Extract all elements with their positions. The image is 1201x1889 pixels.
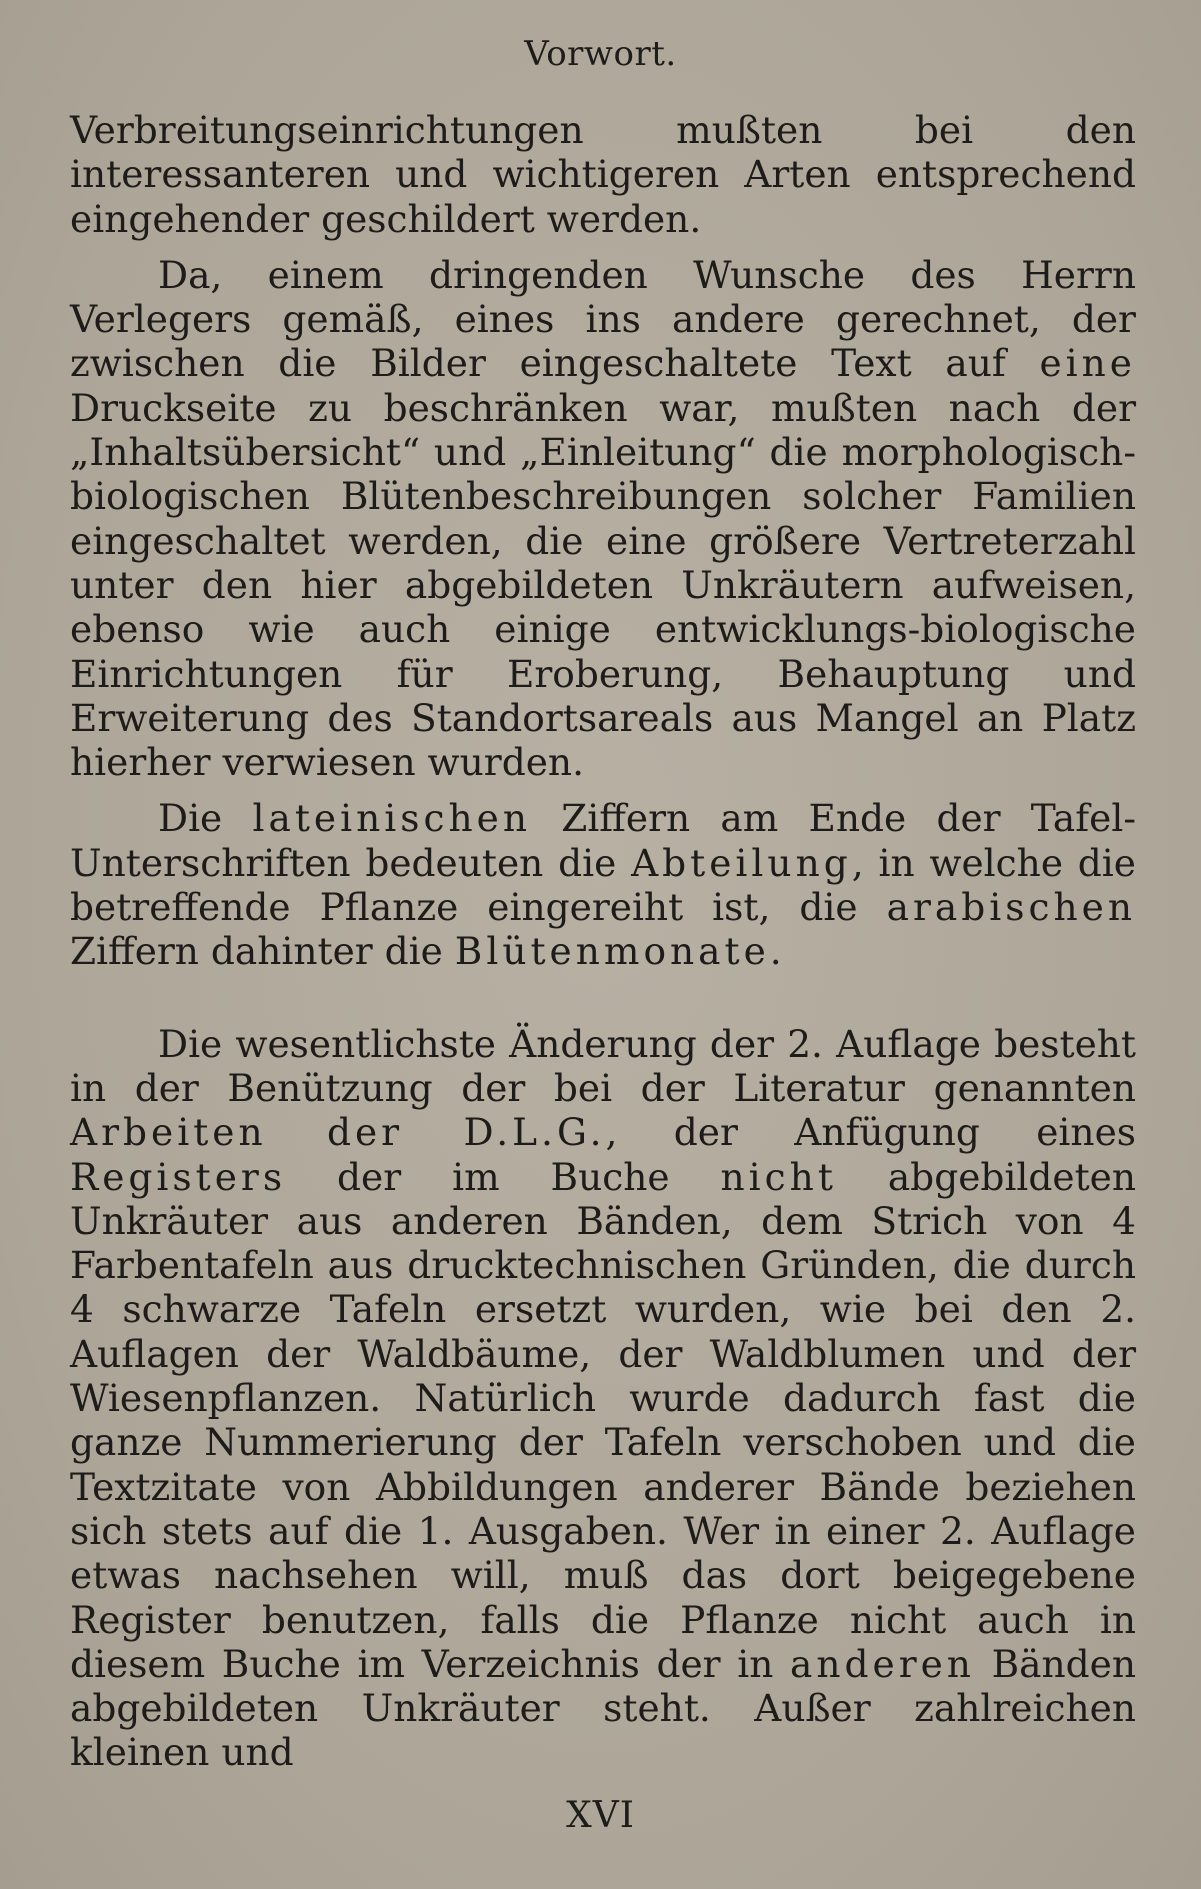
paragraph-3-text-5: . xyxy=(769,929,782,974)
paragraph-1-text: Verbreitungseinrichtungen mußten bei den interessanteren und wichtigeren Arten entsprechend eingehender geschildert werden. xyxy=(70,108,1136,241)
paragraph-3 xyxy=(70,796,1136,973)
paragraph-4-text-5: Bänden abgebildeten Unkräuter steht. Außer zahlreichen kleinen und xyxy=(70,1641,1136,1775)
paragraph-3-text-4: Ziffern dahinter die xyxy=(70,929,455,974)
paragraph-3-emphasis-arabischen: arabischen xyxy=(886,885,1136,930)
paragraph-2-text-cont: Druckseite zu beschränken war, mußten nach der „Inhaltsübersicht“ und „Einleitung“ die morphologisch-biologischen Blütenbeschreibungen solcher Familien eingeschaltet werden, die eine größere Vertreterzahl unter den hier abgebildeten Unkräutern aufweisen, ebenso wie auch einige entwicklungs-biologische Einrichtungen für Eroberung, Behauptung und Erweiterung des Standortsareals aus Mangel an Platz hierher verwiesen wurden. xyxy=(70,385,1136,785)
paragraph-4-emphasis-arbeiten: Arbeiten der D.L.G. xyxy=(70,1110,606,1155)
paragraph-3-text-3: , in welche die betreffende Pflanze eingereiht ist, die xyxy=(70,840,1136,930)
paragraph-4-emphasis-nicht: nicht xyxy=(720,1154,837,1199)
paragraph-4-text: Die wesentlichste Änderung der 2. Auflage besteht in der Benützung der bei der Literatur genannten xyxy=(70,1021,1136,1110)
page-number: XVI xyxy=(566,1795,635,1836)
section-gap xyxy=(70,986,1136,1022)
paragraph-4-text-2: , der Anfügung eines xyxy=(605,1110,1137,1155)
paragraph-3-emphasis-abteilung: Abteilung xyxy=(631,840,852,885)
paragraph-2-emphasis: eine xyxy=(1039,341,1136,386)
paragraph-4-text-4: abgebildeten Unkräuter aus anderen Bänden, dem Strich von 4 Farbentafeln aus drucktechnischen Gründen, die durch 4 schwarze Tafeln ersetzt wurden, wie bei den 2. Auflagen der Waldbäume, der Waldblumen und der Wiesenpflanzen. Natürlich wurde dadurch fast die ganze Nummerierung der Tafeln verschoben und die Textzitate von Abbildungen anderer Bände beziehen sich stets auf die 1. Ausgaben. Wer in einer 2. Auflage etwas nachsehen will, muß das dort beigegebene Register benutzen, falls die Pflanze nicht auch in diesem Buche im Verzeichnis der in xyxy=(70,1154,1136,1686)
running-title: Vorwort. xyxy=(524,34,677,74)
paragraph-3-emphasis-lateinischen: lateinischen xyxy=(252,796,531,841)
paragraph-4-emphasis-registers: Registers xyxy=(70,1154,287,1199)
paragraph-2-text: Da, einem dringenden Wunsche des Herrn Verlegers gemäß, eines ins andere gerechnet, der zwischen die Bilder eingeschaltete Text auf xyxy=(70,252,1136,386)
paragraph-4-emphasis-anderen: anderen xyxy=(789,1641,975,1686)
paragraph-4 xyxy=(70,1022,1136,1775)
paragraph-3-text: Die xyxy=(158,796,253,841)
paragraph-3-text-2: Ziffern am Ende der Tafel-Unterschriften bedeuten die xyxy=(70,796,1137,885)
paragraph-1 xyxy=(70,108,1136,241)
paragraph-3-emphasis-bluetenmonate: Blütenmonate xyxy=(454,929,770,974)
paragraph-2 xyxy=(70,253,1136,785)
body-text xyxy=(70,108,1136,1787)
paragraph-4-text-3: der im Buche xyxy=(286,1154,721,1199)
